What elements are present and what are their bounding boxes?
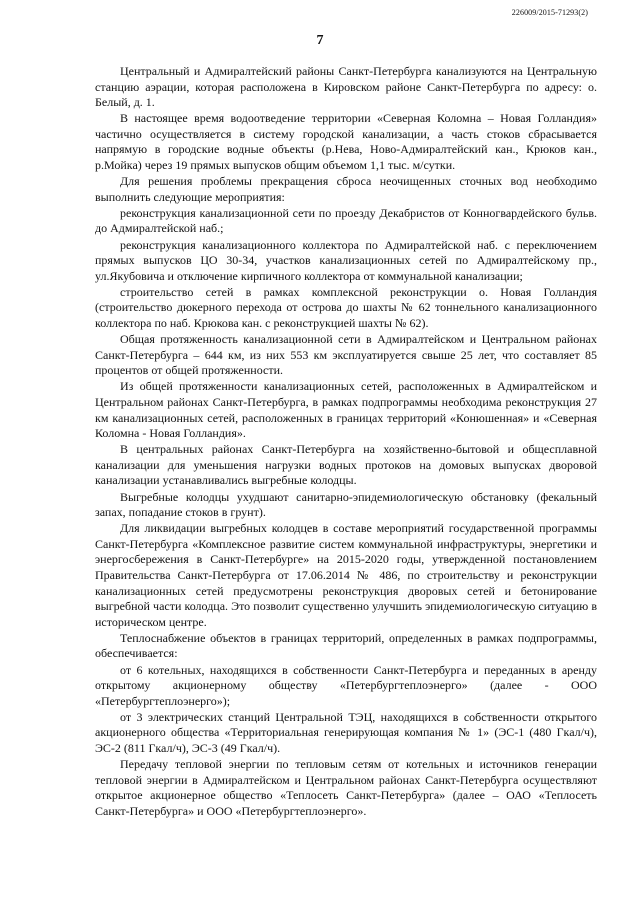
paragraph-measure-collector: реконструкция канализационного коллектора по Адмиралтейской наб. с переключением прямых выпусков ЦО 30-34, участков канализационных сетей по Адмиралтейскому пр., ул.Якубовича и отключение кирпичного коллектора от коммунальной канализации; — [95, 237, 597, 283]
paragraph-heat-supply-intro: Теплоснабжение объектов в границах территорий, определенных в рамках подпрограммы, обеспечивается: — [95, 630, 597, 661]
page-number: 7 — [316, 33, 324, 48]
paragraph-heat-transmission: Передачу тепловой энергии по тепловым сетям от котельных и источников генерации тепловой энергии в Адмиралтейском и Центральном районах Санкт-Петербурга осуществляют открытое акционерное общество «Теплосеть Санкт-Петербурга» (далее – ОАО «Теплосеть Санкт-Петербурга» и ООО «Петербургтеплоэнерго». — [95, 757, 597, 818]
paragraph-network-length: Общая протяженность канализационной сети в Адмиралтейском и Центральном районах Санкт-Петербурга – 644 км, из них 553 км эксплуатируется свыше 25 лет, что составляет 85 процентов от общей протяженности. — [95, 332, 597, 378]
paragraph-measures-intro: Для решения проблемы прекращения сброса неочищенных сточных вод необходимо выполнить следующие мероприятия: — [95, 174, 597, 204]
paragraph-cesspits-impact: Выгребные колодцы ухудшают санитарно-эпидемиологическую обстановку (фекальный запах, попадание стоков в грунт). — [95, 489, 597, 520]
paragraph-heat-boilers: от 6 котельных, находящихся в собственности Санкт-Петербурга и переданных в аренду открытому акционерному обществу «Петербургтеплоэнерго» (далее - ООО «Петербургтеплоэнерго»); — [95, 662, 597, 708]
paragraph-current-drainage: В настоящее время водоотведение территории «Северная Коломна – Новая Голландия» частично осуществляется в систему городской канализации, а часть стоков сбрасывается напрямую в городские водные объекты (р.Нева, Ново-Адмиралтейский кан., Крюков кан., р.Мойка) через 19 прямых выпусков общим объемом 1,1 тыс. м/сутки. — [95, 111, 597, 173]
document-registration-number: 226009/2015-71293(2) — [511, 8, 588, 17]
paragraph-cesspits-history: В центральных районах Санкт-Петербурга на хозяйственно-бытовой и общесплавной канализации для уменьшения нагрузки водных протоков на домовых выпусках дворовой канализации устанавливались выгребные колодцы. — [95, 442, 597, 488]
paragraph-measure-new-holland: строительство сетей в рамках комплексной реконструкции о. Новая Голландия (строительство дюкерного перехода от острова до шахты № 62 тоннельного канализационного коллектора по наб. Крюкова кан. с реконструкцией шахты № 62). — [95, 284, 597, 330]
paragraph-heat-power-stations: от 3 электрических станций Центральной ТЭЦ, находящихся в собственности открытого акционерного общества «Территориальная генерирующая компания № 1» (ЭС-1 (480 Гкал/ч), ЭС-2 (811 Гкал/ч), ЭС-3 (49 Гкал/ч). — [95, 709, 597, 756]
paragraph-measure-dekabristov: реконструкция канализационной сети по проезду Декабристов от Конногвардейского бульв. до Адмиралтейской наб.; — [95, 205, 597, 236]
paragraph-sewerage-districts: Центральный и Адмиралтейский районы Санкт-Петербурга канализуются на Центральную станцию аэрации, которая расположена в Кировском районе Санкт-Петербурга по адресу: о. Белый, д. 1. — [95, 64, 597, 110]
paragraph-reconstruction-scope: Из общей протяженности канализационных сетей, расположенных в Адмиралтейском и Центральном районах Санкт-Петербурга, в рамках подпрограммы необходима реконструкция 27 км канализационных сетей, расположенных в границах территорий «Конюшенная» и «Северная Коломна - Новая Голландия». — [95, 379, 597, 441]
document-body — [95, 64, 597, 820]
paragraph-cesspits-program: Для ликвидации выгребных колодцев в составе мероприятий государственной программы Санкт-Петербурга «Комплексное развитие систем коммунальной инфраструктуры, энергетики и энергосбережения в Санкт-Петербурге» на 2015-2020 годы, утвержденной постановлением Правительства Санкт-Петербурга от 17.06.2014 № 486, по строительству и реконструкции канализационных сетей предусмотрены реконструкция дворовых сетей и бетонирование выгребной части колодца. Это позволит существенно улучшить эпидемиологическую ситуацию в историческом центре. — [95, 521, 597, 629]
